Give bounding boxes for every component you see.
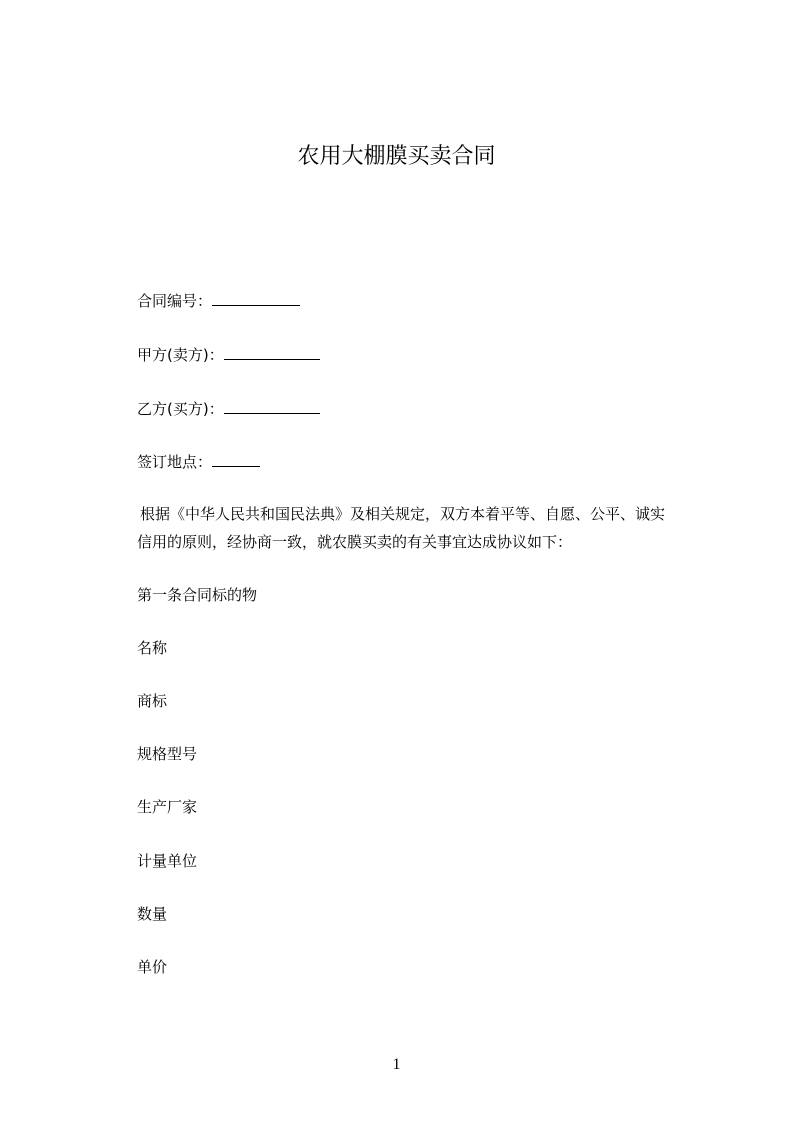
party-a-field — [137, 345, 320, 365]
contract-number-label: 合同编号： — [137, 292, 213, 310]
party-b-label: 乙方(买方)： — [137, 400, 224, 418]
section-1-title: 第一条合同标的物 — [137, 586, 258, 604]
signing-place-field — [137, 452, 260, 472]
party-b-field — [137, 399, 320, 419]
signing-place-blank[interactable] — [212, 452, 260, 467]
item-spec-model: 规格型号 — [137, 745, 198, 763]
contract-number-blank[interactable] — [212, 291, 300, 306]
item-unit: 计量单位 — [137, 852, 198, 870]
page-number: 1 — [392, 1056, 401, 1073]
intro-paragraph — [137, 500, 707, 556]
item-name: 名称 — [137, 639, 168, 657]
document-title: 农用大棚膜买卖合同 — [297, 144, 496, 169]
party-b-blank[interactable] — [224, 399, 320, 414]
item-manufacturer: 生产厂家 — [137, 798, 198, 816]
item-trademark: 商标 — [137, 692, 168, 710]
signing-place-label: 签订地点： — [137, 453, 213, 471]
intro-line-2: 信用的原则，经协商一致，就农膜买卖的有关事宜达成协议如下： — [137, 533, 573, 551]
item-unit-price: 单价 — [137, 958, 168, 976]
intro-line-1: 根据《中华人民共和国民法典》及相关规定，双方本着平等、自愿、公平、诚实 — [140, 505, 666, 523]
party-a-label: 甲方(卖方)： — [137, 346, 224, 364]
contract-number-field — [137, 291, 300, 311]
item-quantity: 数量 — [137, 905, 168, 923]
party-a-blank[interactable] — [224, 345, 320, 360]
